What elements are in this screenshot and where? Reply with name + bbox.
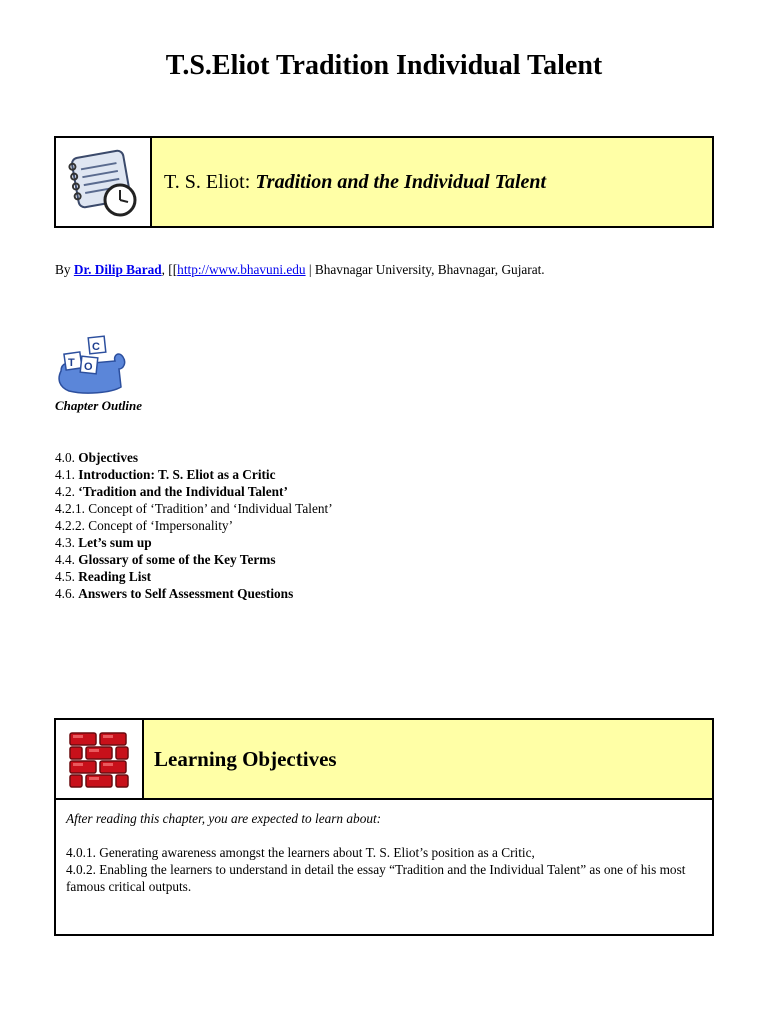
outline-item-number: 4.2.1. <box>55 501 89 516</box>
outline-item-text: Glossary of some of the Key Terms <box>78 552 276 567</box>
outline-item <box>55 585 333 602</box>
chapter-title <box>152 138 712 226</box>
objective-item: 4.0.2. Enabling the learners to understand in detail the essay “Tradition and the Individual Talent” as one of his most famous critical outputs. <box>66 862 686 894</box>
outline-item-number: 4.1. <box>55 467 79 482</box>
objectives-intro: After reading this chapter, you are expected to learn about: <box>66 811 382 826</box>
outline-item <box>55 466 333 483</box>
outline-item-text: Let’s sum up <box>78 535 152 550</box>
byline-prefix: By <box>55 262 74 277</box>
outline-item <box>55 534 333 551</box>
outline-item <box>55 500 333 517</box>
outline-item-text: Concept of ‘Tradition’ and ‘Individual Talent’ <box>88 501 333 516</box>
outline-item-number: 4.3. <box>55 535 79 550</box>
chapter-title-plain: T. S. Eliot: <box>164 170 256 193</box>
objective-item: 4.0.1. Generating awareness amongst the learners about T. S. Eliot’s position as a Critic, <box>66 845 535 860</box>
toc-letter-t: T <box>68 357 75 369</box>
outline-item-number: 4.0. <box>55 450 79 465</box>
objectives-title: Learning Objectives <box>144 720 712 798</box>
outline-item-text: Introduction: T. S. Eliot as a Critic <box>78 467 276 482</box>
outline-item-number: 4.5. <box>55 569 79 584</box>
outline-item-number: 4.6. <box>55 586 79 601</box>
outline-item <box>55 517 333 534</box>
objectives-header-box <box>54 718 714 798</box>
chapter-title-italic: Tradition and the Individual Talent <box>255 170 547 193</box>
outline-item-text: Objectives <box>78 450 139 465</box>
outline-item <box>55 483 333 500</box>
outline-item <box>55 449 333 466</box>
outline-item-text: ‘Tradition and the Individual Talent’ <box>78 484 288 499</box>
notepad-clock-icon <box>65 144 141 220</box>
byline <box>55 262 545 278</box>
outline-item-text: Reading List <box>78 569 152 584</box>
toc-letter-o: O <box>84 361 93 373</box>
toc-letter-c: C <box>92 341 100 353</box>
toc-puzzle-icon <box>55 333 129 397</box>
university-link[interactable]: http://www.bhavuni.edu <box>177 262 306 277</box>
page-title: T.S.Eliot Tradition Individual Talent <box>165 50 603 81</box>
chapter-outline-list <box>55 449 333 602</box>
author-link[interactable]: Dr. Dilip Barad <box>73 262 162 277</box>
outline-item-number: 4.2.2. <box>55 518 89 533</box>
outline-item <box>55 551 333 568</box>
byline-suffix: | Bhavnagar University, Bhavnagar, Gujarat. <box>305 262 545 277</box>
icon-cell <box>56 138 152 226</box>
chapter-header-box <box>54 136 714 228</box>
outline-item-number: 4.2. <box>55 484 79 499</box>
icon-cell <box>56 720 144 798</box>
brick-wall-icon <box>68 729 130 789</box>
outline-item-text: Concept of ‘Impersonality’ <box>88 518 233 533</box>
outline-item-text: Answers to Self Assessment Questions <box>78 586 294 601</box>
outline-item-number: 4.4. <box>55 552 79 567</box>
outline-item <box>55 568 333 585</box>
chapter-outline-heading: Chapter Outline <box>55 398 143 413</box>
byline-sep: , [[ <box>161 262 178 277</box>
objectives-content-box <box>54 798 714 936</box>
